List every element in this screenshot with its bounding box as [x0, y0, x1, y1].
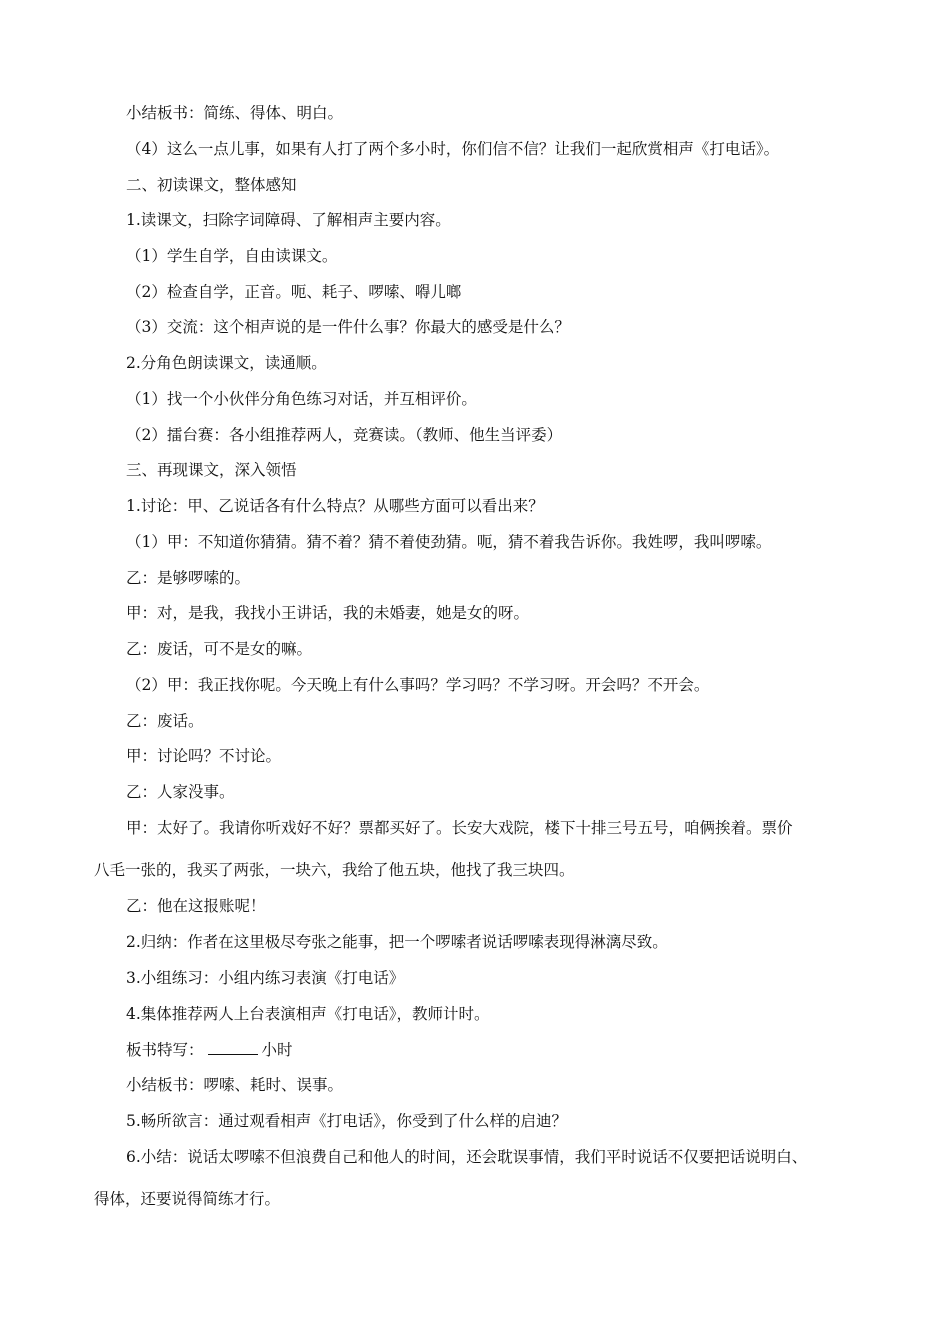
- text-line: 得体，还要说得简练才行。: [94, 1190, 281, 1208]
- text-line: （3）交流：这个相声说的是一件什么事？你最大的感受是什么？: [126, 318, 570, 336]
- text-line: （1）找一个小伙伴分角色练习对话，并互相评价。: [126, 390, 477, 408]
- section-heading: 三、再现课文，深入领悟: [126, 461, 297, 479]
- text-line: 八毛一张的，我买了两张，一块六，我给了他五块，他找了我三块四。: [94, 861, 575, 879]
- text-line: 乙：他在这报账呢！: [126, 897, 266, 915]
- text-line: 5.畅所欲言：通过观看相声《打电话》，你受到了什么样的启迪？: [126, 1112, 568, 1130]
- section-heading: 二、初读课文，整体感知: [126, 176, 297, 194]
- text-line: 3.小组练习：小组内练习表演《打电话》: [126, 969, 405, 987]
- board-writing-line: [126, 1040, 293, 1060]
- text-line: 甲：对，是我，我找小王讲话，我的未婚妻，她是女的呀。: [126, 604, 530, 622]
- text-line: （1）学生自学，自由读课文。: [126, 247, 338, 265]
- board-writing-label: 板书特写：: [126, 1041, 204, 1059]
- text-line: 甲：讨论吗？不讨论。: [126, 747, 282, 765]
- text-line: （4）这么一点儿事，如果有人打了两个多小时，你们信不信？让我们一起欣赏相声《打电话》。: [126, 140, 780, 158]
- text-line: （2）甲：我正找你呢。今天晚上有什么事吗？学习吗？不学习呀。开会吗？不开会。: [126, 676, 710, 694]
- board-writing-suffix: 小时: [261, 1041, 293, 1059]
- text-line: 6.小结：说话太啰嗦不但浪费自己和他人的时间，还会耽误事情，我们平时说话不仅要把话说明白、: [126, 1148, 808, 1166]
- text-line: 2.归纳：作者在这里极尽夸张之能事，把一个啰嗦者说话啰嗦表现得淋漓尽致。: [126, 933, 668, 951]
- text-line: 乙：是够啰嗦的。: [126, 569, 251, 587]
- text-line: 甲：太好了。我请你听戏好不好？票都买好了。长安大戏院，楼下十排三号五号，咱俩挨着。票价: [126, 819, 793, 837]
- text-line: 4.集体推荐两人上台表演相声《打电话》，教师计时。: [126, 1005, 490, 1023]
- text-line: 乙：废话。: [126, 712, 204, 730]
- text-line: （1）甲：不知道你猜猜。猜不着？猜不着使劲猜。呃，猜不着我告诉你。我姓啰，我叫啰嗦。: [126, 533, 772, 551]
- text-line: 1.读课文，扫除字词障碍、了解相声主要内容。: [126, 211, 451, 229]
- text-line: 1.讨论：甲、乙说话各有什么特点？从哪些方面可以看出来？: [126, 497, 544, 515]
- text-line: （2）检查自学，正音。呃、耗子、啰嗦、嘚儿啷: [126, 283, 462, 301]
- fill-in-blank: [208, 1040, 258, 1055]
- text-line: 小结板书：啰嗦、耗时、误事。: [126, 1076, 344, 1094]
- text-line: 2.分角色朗读课文，读通顺。: [126, 354, 327, 372]
- text-line: （2）擂台赛：各小组推荐两人，竞赛读。（教师、他生当评委）: [126, 426, 563, 444]
- text-line: 小结板书：简练、得体、明白。: [126, 104, 344, 122]
- text-line: 乙：废话，可不是女的嘛。: [126, 640, 313, 658]
- text-line: 乙：人家没事。: [126, 783, 235, 801]
